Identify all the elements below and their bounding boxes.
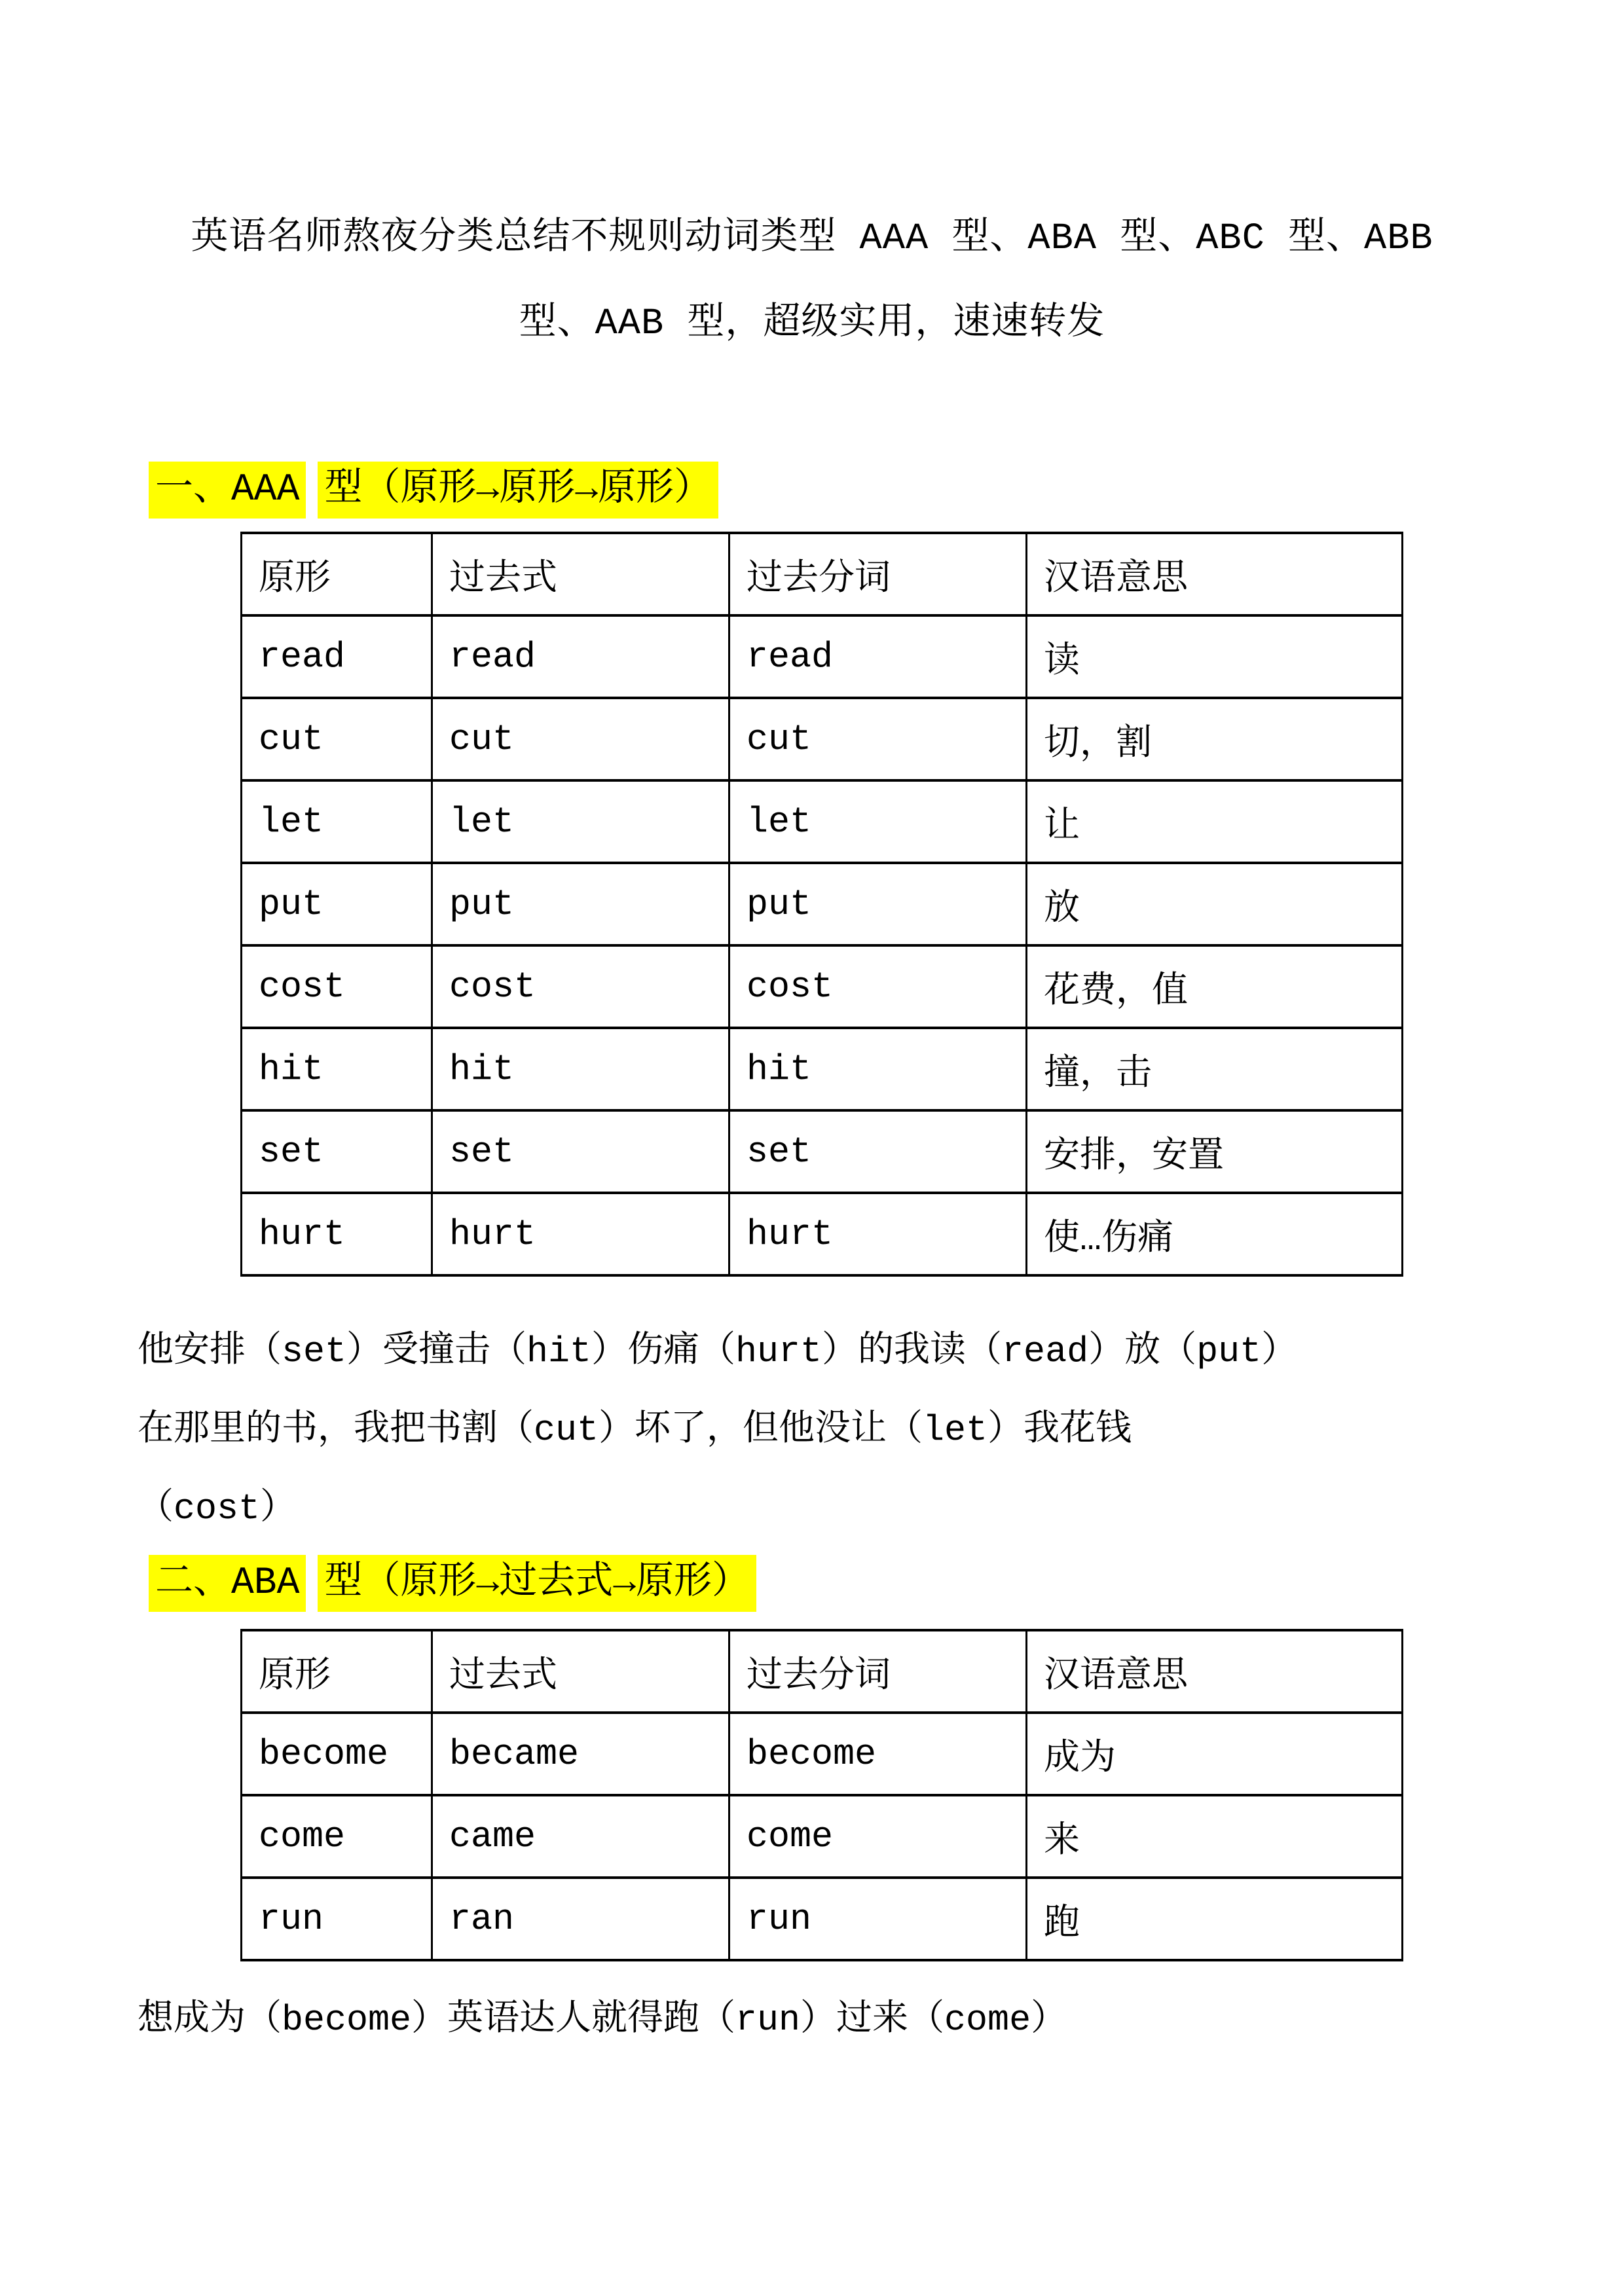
- section-2-heading-number: 二、ABA: [149, 1555, 306, 1612]
- table-cell: hurt: [729, 1193, 1027, 1275]
- table-cell: hit: [729, 1028, 1027, 1110]
- table-cell: hurt: [242, 1193, 432, 1275]
- table-cell: became: [432, 1713, 729, 1795]
- table-cell: 撞，击: [1027, 1028, 1403, 1110]
- table-cell: let: [729, 780, 1027, 863]
- table-cell: let: [242, 780, 432, 863]
- table-cell: hurt: [432, 1193, 729, 1275]
- table-row: [242, 1110, 1403, 1193]
- table-cell: cut: [729, 698, 1027, 780]
- table-cell: came: [432, 1795, 729, 1878]
- table-cell: read: [729, 615, 1027, 698]
- mnemonic-paragraph-2: [138, 1981, 1624, 2060]
- table-cell: 花费，值: [1027, 945, 1403, 1028]
- table-cell: cost: [432, 945, 729, 1028]
- mnemonic-1-line-3: （cost）: [138, 1488, 297, 1529]
- table-cell: set: [729, 1110, 1027, 1193]
- table-cell: put: [729, 863, 1027, 945]
- table-row: [242, 1795, 1403, 1878]
- table-cell: come: [242, 1795, 432, 1878]
- column-header-past-participle: 过去分词: [729, 533, 1027, 615]
- table-row: [242, 1713, 1403, 1795]
- mnemonic-2-line-1: 想成为（become）英语达人就得跑（run）过来（come）: [138, 1999, 1067, 2041]
- column-header-past-tense: 过去式: [432, 1630, 729, 1713]
- mnemonic-1-line-2: 在那里的书，我把书割（cut）坏了，但他没让（let）我花钱: [138, 1410, 1132, 1451]
- table-cell: run: [242, 1878, 432, 1960]
- aaa-verbs-table: [240, 532, 1403, 1277]
- section-1-heading-pattern: 型（原形→原形→原形）: [318, 462, 718, 519]
- table-row: [242, 780, 1403, 863]
- table-row: [242, 1028, 1403, 1110]
- table-cell: put: [242, 863, 432, 945]
- table-cell: let: [432, 780, 729, 863]
- table-header-row: [242, 1630, 1403, 1713]
- section-2-heading: [149, 1555, 1624, 1612]
- table-cell: 来: [1027, 1795, 1403, 1878]
- mnemonic-1-line-1: 他安排（set）受撞击（hit）伤痛（hurt）的我读（read）放（put）: [138, 1331, 1298, 1372]
- mnemonic-paragraph-1: [138, 1313, 1624, 1548]
- table-cell: hit: [432, 1028, 729, 1110]
- column-header-base-form: 原形: [242, 533, 432, 615]
- table-cell: hit: [242, 1028, 432, 1110]
- table-cell: set: [242, 1110, 432, 1193]
- document-title-line-1: 英语名师熬夜分类总结不规则动词类型 AAA 型、ABA 型、ABC 型、ABB: [191, 218, 1433, 260]
- column-header-past-tense: 过去式: [432, 533, 729, 615]
- table-cell: 让: [1027, 780, 1403, 863]
- table-row: [242, 1878, 1403, 1960]
- column-header-past-participle: 过去分词: [729, 1630, 1027, 1713]
- table-cell: 切，割: [1027, 698, 1403, 780]
- table-header-row: [242, 533, 1403, 615]
- table-cell: 成为: [1027, 1713, 1403, 1795]
- table-cell: ran: [432, 1878, 729, 1960]
- column-header-base-form: 原形: [242, 1630, 432, 1713]
- table-cell: read: [432, 615, 729, 698]
- table-cell: 跑: [1027, 1878, 1403, 1960]
- section-2-heading-pattern: 型（原形→过去式→原形）: [318, 1555, 756, 1612]
- table-cell: cut: [242, 698, 432, 780]
- column-header-chinese-meaning: 汉语意思: [1027, 1630, 1403, 1713]
- table-cell: 使…伤痛: [1027, 1193, 1403, 1275]
- table-cell: cost: [242, 945, 432, 1028]
- table-cell: put: [432, 863, 729, 945]
- table-cell: cost: [729, 945, 1027, 1028]
- section-1-heading-number: 一、AAA: [149, 462, 306, 519]
- table-row: [242, 698, 1403, 780]
- table-row: [242, 945, 1403, 1028]
- section-1-heading: [149, 462, 1624, 519]
- table-cell: 读: [1027, 615, 1403, 698]
- table-cell: become: [242, 1713, 432, 1795]
- table-cell: come: [729, 1795, 1027, 1878]
- table-row: [242, 1193, 1403, 1275]
- column-header-chinese-meaning: 汉语意思: [1027, 533, 1403, 615]
- table-cell: run: [729, 1878, 1027, 1960]
- table-row: [242, 615, 1403, 698]
- table-cell: 安排，安置: [1027, 1110, 1403, 1193]
- table-row: [242, 863, 1403, 945]
- document-title-line-2: 型、AAB 型，超级实用，速速转发: [519, 303, 1105, 345]
- table-cell: 放: [1027, 863, 1403, 945]
- table-cell: become: [729, 1713, 1027, 1795]
- document-title: [0, 196, 1624, 367]
- aba-verbs-table: [240, 1629, 1403, 1961]
- table-cell: set: [432, 1110, 729, 1193]
- table-cell: read: [242, 615, 432, 698]
- table-cell: cut: [432, 698, 729, 780]
